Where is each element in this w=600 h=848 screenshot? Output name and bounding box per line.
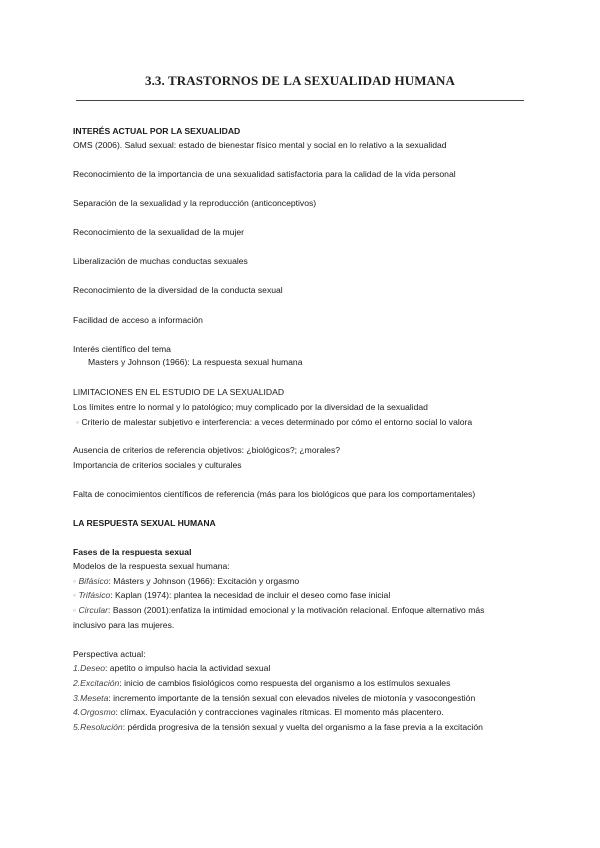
fase-text: : incremento importante de la tensión sexual con elevados niveles de miotonía y vasocongestión [108, 693, 476, 703]
limitaciones-line-importancia: Importancia de criterios sociales y culturales [73, 460, 242, 470]
modelo-text: : Másters y Johnson (1966): Excitación y orgasmo [108, 576, 300, 586]
interes-item-cientifico: Interés científico del tema [73, 344, 171, 354]
limitaciones-bullet-item [76, 417, 472, 428]
section-heading-limitaciones: LIMITACIONES EN EL ESTUDIO DE LA SEXUALIDAD [73, 387, 285, 397]
fase-text: : inicio de cambios fisiológicos como respuesta del organismo a los estímulos sexuales [119, 678, 451, 688]
title-divider [76, 100, 524, 101]
fase-name: 3.Meseta [73, 693, 109, 703]
section-heading-respuesta: LA RESPUESTA SEXUAL HUMANA [73, 518, 216, 528]
interes-item-separacion: Separación de la sexualidad y la reproducción (anticonceptivos) [73, 198, 317, 208]
modelo-circular [73, 605, 484, 616]
fase-text: : pérdida progresiva de la tensión sexual y vuelta del organismo a la fase previa a la excitación [122, 722, 483, 732]
fase-text: : clímax. Eyaculación y contracciones vaginales rítmicas. El momento más placentero. [115, 707, 444, 717]
section-heading-interes: INTERÉS ACTUAL POR LA SEXUALIDAD [73, 126, 241, 136]
modelos-intro: Modelos de la respuesta sexual humana: [73, 561, 230, 571]
interes-item-informacion: Facilidad de acceso a información [73, 315, 203, 325]
modelo-text: : Kaplan (1974): plantea la necesidad de incluir el deseo como fase inicial [110, 590, 391, 600]
fase-excitacion [73, 678, 450, 689]
limitaciones-line-limites: Los límites entre lo normal y lo patológico; muy complicado por la diversidad de la sexualidad [73, 402, 428, 412]
fase-meseta [73, 693, 475, 704]
interes-item-diversidad: Reconocimiento de la diversidad de la conducta sexual [73, 285, 283, 295]
limitaciones-line-ausencia: Ausencia de criterios de referencia objetivos: ¿biológicos?; ¿morales? [73, 445, 341, 455]
modelo-name: Bifásico [78, 576, 109, 586]
modelo-bifasico [73, 576, 299, 587]
fase-resolucion [73, 722, 483, 733]
bullet-marker: ◦ [73, 590, 77, 600]
bullet-marker: ◦ [76, 417, 80, 427]
limitaciones-line-falta: Falta de conocimientos científicos de referencia (más para los biológicos que para los comportamentales) [73, 489, 476, 499]
fase-deseo [73, 663, 270, 674]
fase-name: 1.Deseo [73, 663, 106, 673]
interes-item-mujer: Reconocimiento de la sexualidad de la mujer [73, 227, 245, 237]
fase-orgasmo [73, 707, 444, 718]
perspectiva-label: Perspectiva actual: [73, 649, 146, 659]
subheading-fases: Fases de la respuesta sexual [73, 547, 192, 557]
interes-item-liberalizacion: Liberalización de muchas conductas sexuales [73, 256, 248, 266]
bullet-marker: ◦ [73, 576, 77, 586]
modelo-trifasico [73, 590, 390, 601]
fase-name: 5.Resolución [73, 722, 123, 732]
page-title: 3.3. TRASTORNOS DE LA SEXUALIDAD HUMANA [144, 73, 456, 88]
modelo-name: Trifásico [78, 590, 111, 600]
limitaciones-bullet-text: Criterio de malestar subjetivo e interferencia: a veces determinado por cómo el entorno social lo valora [81, 417, 473, 427]
bullet-marker: ◦ [73, 605, 77, 615]
fase-text: : apetito o impulso hacia la actividad sexual [105, 663, 271, 673]
fase-name: 2.Excitación [73, 678, 120, 688]
interes-sub-masters: Masters y Johnson (1966): La respuesta sexual humana [88, 357, 303, 367]
fase-name: 4.Orgosmo [73, 707, 116, 717]
modelo-circular-cont: inclusivo para las mujeres. [73, 620, 175, 630]
interes-item-importancia: Reconocimiento de la importancia de una sexualidad satisfactoria para la calidad de la vida personal [73, 169, 456, 179]
modelo-name: Circular [78, 605, 109, 615]
modelo-text: : Basson (2001):enfatiza la intimidad emocional y la motivación relacional. Enfoque alternativo más [108, 605, 485, 615]
interes-item-oms: OMS (2006). Salud sexual: estado de bienestar físico mental y social en lo relativo a la sexualidad [73, 140, 447, 150]
